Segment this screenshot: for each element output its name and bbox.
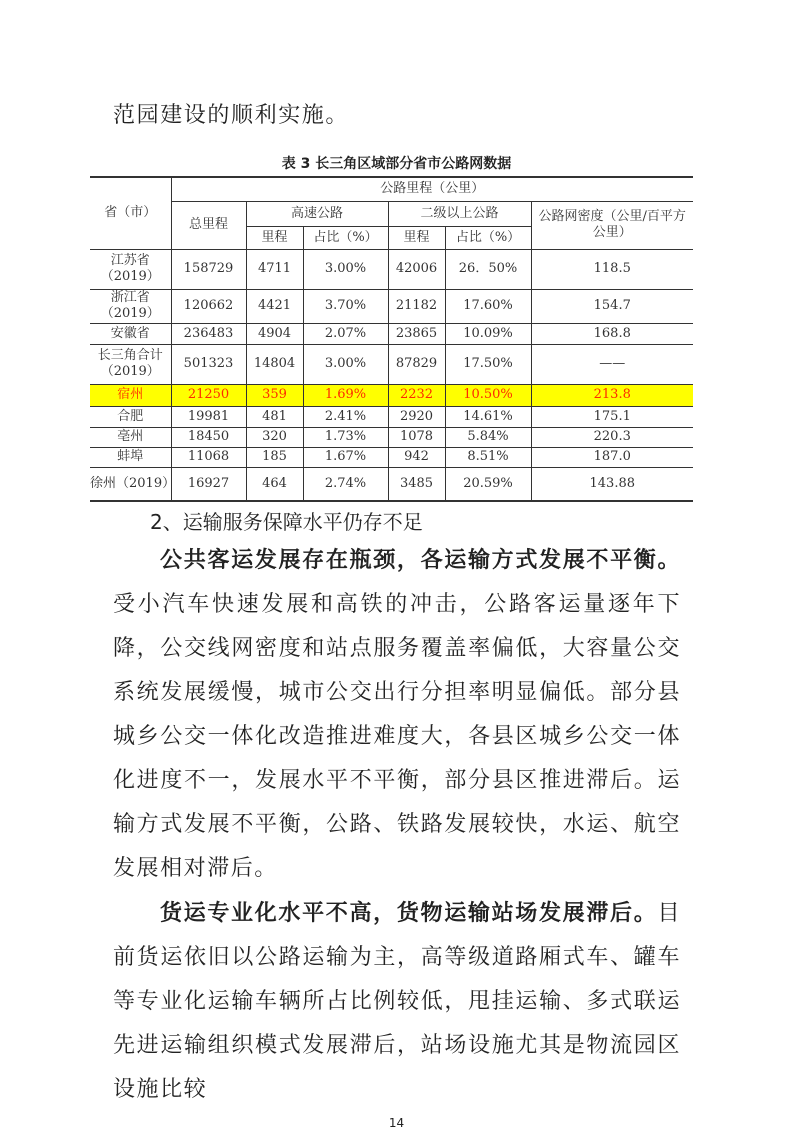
- header-total: 总里程: [171, 201, 246, 249]
- row-region: 合肥: [90, 406, 171, 427]
- table-cell: 1.67%: [303, 447, 388, 467]
- table-cell: 120662: [171, 289, 246, 323]
- table-cell: 185: [246, 447, 303, 467]
- table-cell: 4421: [246, 289, 303, 323]
- table-cell: 175.1: [531, 406, 693, 427]
- table-row: [90, 289, 693, 323]
- table-cell: 14804: [246, 344, 303, 384]
- table-row: [90, 344, 693, 384]
- table-cell: 158729: [171, 249, 246, 289]
- table-row: [90, 249, 693, 289]
- paragraph-text: 目前货运依旧以公路运输为主，高等级道路厢式车、罐车等专业化运输车辆所占比例较低，甩挂运输、多式联运先进运输组织模式发展滞后，站场设施尤其是物流园区设施比较: [113, 901, 681, 1102]
- table-cell: ——: [531, 344, 693, 384]
- row-region: 浙江省（2019）: [90, 289, 171, 323]
- table-cell: 87829: [388, 344, 445, 384]
- table-cell: 5.84%: [445, 427, 531, 447]
- table-cell: 42006: [388, 249, 445, 289]
- header-expressway-length: 里程: [246, 226, 303, 249]
- table-cell: 17.60%: [445, 289, 531, 323]
- table-cell: 10.50%: [445, 384, 531, 406]
- table-cell: 2.41%: [303, 406, 388, 427]
- table-cell: 26．50%: [445, 249, 531, 289]
- table-cell: 17.50%: [445, 344, 531, 384]
- table-cell: 8.51%: [445, 447, 531, 467]
- table-cell: 481: [246, 406, 303, 427]
- row-region: 蚌埠: [90, 447, 171, 467]
- table-row: [90, 406, 693, 427]
- table-cell: 359: [246, 384, 303, 406]
- header-expressway-share: 占比（%）: [303, 226, 388, 249]
- table-cell: 220.3: [531, 427, 693, 447]
- header-density: 公路网密度（公里/百平方公里）: [531, 201, 693, 249]
- paragraph-lead: 公共客运发展存在瓶颈，各运输方式发展不平衡。: [160, 547, 681, 573]
- row-region: 亳州: [90, 427, 171, 447]
- table-cell: 154.7: [531, 289, 693, 323]
- table-cell: 2920: [388, 406, 445, 427]
- table-cell: 21250: [171, 384, 246, 406]
- table-cell: 1078: [388, 427, 445, 447]
- table-cell: 18450: [171, 427, 246, 447]
- table-cell: 320: [246, 427, 303, 447]
- table-cell: 236483: [171, 323, 246, 344]
- table-cell: 4711: [246, 249, 303, 289]
- header-class2: 二级以上公路: [388, 201, 531, 226]
- table-cell: 118.5: [531, 249, 693, 289]
- table-row: [90, 467, 693, 501]
- continued-text-line: 范园建设的顺利实施。: [113, 103, 350, 128]
- table-cell: 14.61%: [445, 406, 531, 427]
- table-cell: 1.73%: [303, 427, 388, 447]
- row-region: 安徽省: [90, 323, 171, 344]
- header-region: 省（市）: [90, 177, 171, 249]
- table-cell: 3.00%: [303, 344, 388, 384]
- table-cell: 4904: [246, 323, 303, 344]
- header-mileage-group: 公路里程（公里）: [171, 177, 693, 201]
- table-row: [90, 447, 693, 467]
- table-cell: 10.09%: [445, 323, 531, 344]
- table-cell: 942: [388, 447, 445, 467]
- table-cell: 501323: [171, 344, 246, 384]
- table-cell: 21182: [388, 289, 445, 323]
- header-class2-length: 里程: [388, 226, 445, 249]
- table-cell: 1.69%: [303, 384, 388, 406]
- paragraph-text: 受小汽车快速发展和高铁的冲击，公路客运量逐年下降，公交线网密度和站点服务覆盖率偏低，大容量公交系统发展缓慢，城市公交出行分担率明显偏低。部分县城乡公交一体化改造推进难度大，各县区城乡公交一体化进度不一，发展水平不平衡，部分县区推进滞后。运输方式发展不平衡，公路、铁路发展较快，水运、航空发展相对滞后。: [113, 592, 681, 881]
- row-region: 长三角合计（2019）: [90, 344, 171, 384]
- table-cell: 2232: [388, 384, 445, 406]
- paragraph-freight: [113, 891, 681, 1112]
- table-cell: 3.00%: [303, 249, 388, 289]
- table-cell: 464: [246, 467, 303, 501]
- table-cell: 213.8: [531, 384, 693, 406]
- row-region: 宿州: [90, 384, 171, 406]
- table-cell: 16927: [171, 467, 246, 501]
- table-cell: 187.0: [531, 447, 693, 467]
- table-row: [90, 384, 693, 406]
- paragraph-passenger: [113, 538, 681, 891]
- header-class2-share: 占比（%）: [445, 226, 531, 249]
- section-heading: 2、运输服务保障水平仍存不足: [150, 510, 423, 534]
- table-row: [90, 427, 693, 447]
- table-cell: 168.8: [531, 323, 693, 344]
- paragraph-lead: 货运专业化水平不高，货物运输站场发展滞后。: [160, 900, 658, 926]
- table-cell: 23865: [388, 323, 445, 344]
- table-caption: 表 3 长三角区域部分省市公路网数据: [281, 156, 512, 172]
- table-cell: 3.70%: [303, 289, 388, 323]
- table-cell: 2.74%: [303, 467, 388, 501]
- highway-data-table: [90, 176, 693, 502]
- header-expressway: 高速公路: [246, 201, 388, 226]
- table-cell: 2.07%: [303, 323, 388, 344]
- table-row: [90, 323, 693, 344]
- row-region: 徐州（2019）: [90, 467, 171, 501]
- table-cell: 19981: [171, 406, 246, 427]
- table-cell: 11068: [171, 447, 246, 467]
- page-number: 14: [388, 1116, 405, 1130]
- table-cell: 20.59%: [445, 467, 531, 501]
- row-region: 江苏省（2019）: [90, 249, 171, 289]
- table-cell: 143.88: [531, 467, 693, 501]
- table-cell: 3485: [388, 467, 445, 501]
